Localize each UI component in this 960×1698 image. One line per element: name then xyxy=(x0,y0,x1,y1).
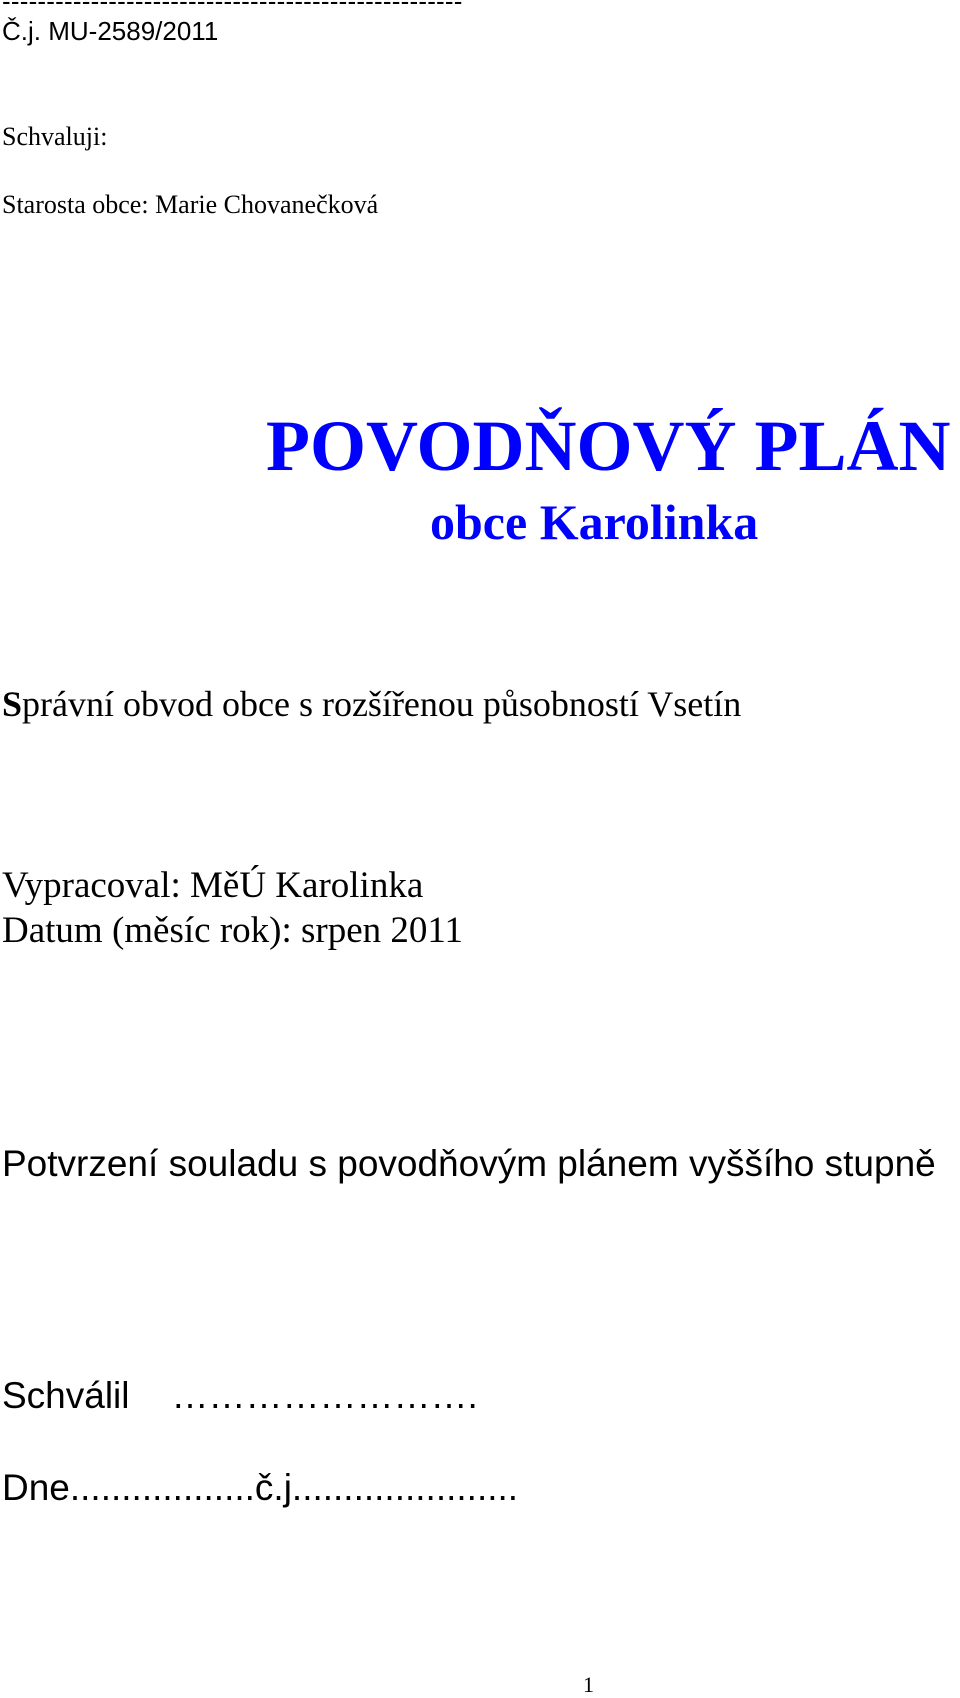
date-reference-line: Dne..................č.j...................... xyxy=(2,1467,519,1508)
confirmation-line: Potvrzení souladu s povodňovým plánem vyššího stupně xyxy=(2,1143,936,1184)
district-text: právní obvod obce s rozšířenou působností Vsetín xyxy=(22,684,742,724)
date-line: Datum (měsíc rok): srpen 2011 xyxy=(2,910,464,951)
district-line xyxy=(2,683,741,725)
header-rule: ---------------------------------------------------- xyxy=(2,0,463,16)
approved-line xyxy=(2,1375,478,1417)
mayor-line: Starosta obce: Marie Chovanečková xyxy=(2,190,379,219)
page-number: 1 xyxy=(583,1672,594,1697)
approval-label: Schvaluji: xyxy=(2,122,108,151)
district-initial: S xyxy=(2,684,23,724)
prepared-by-line: Vypracoval: MěÚ Karolinka xyxy=(2,865,424,906)
document-subtitle: obce Karolinka xyxy=(430,494,759,550)
approved-label: Schválil xyxy=(2,1375,130,1416)
case-number: Č.j. MU-2589/2011 xyxy=(2,16,219,46)
approved-signature-field: ……………………. xyxy=(171,1375,478,1416)
document-title: POVODŇOVÝ PLÁN xyxy=(266,406,951,486)
